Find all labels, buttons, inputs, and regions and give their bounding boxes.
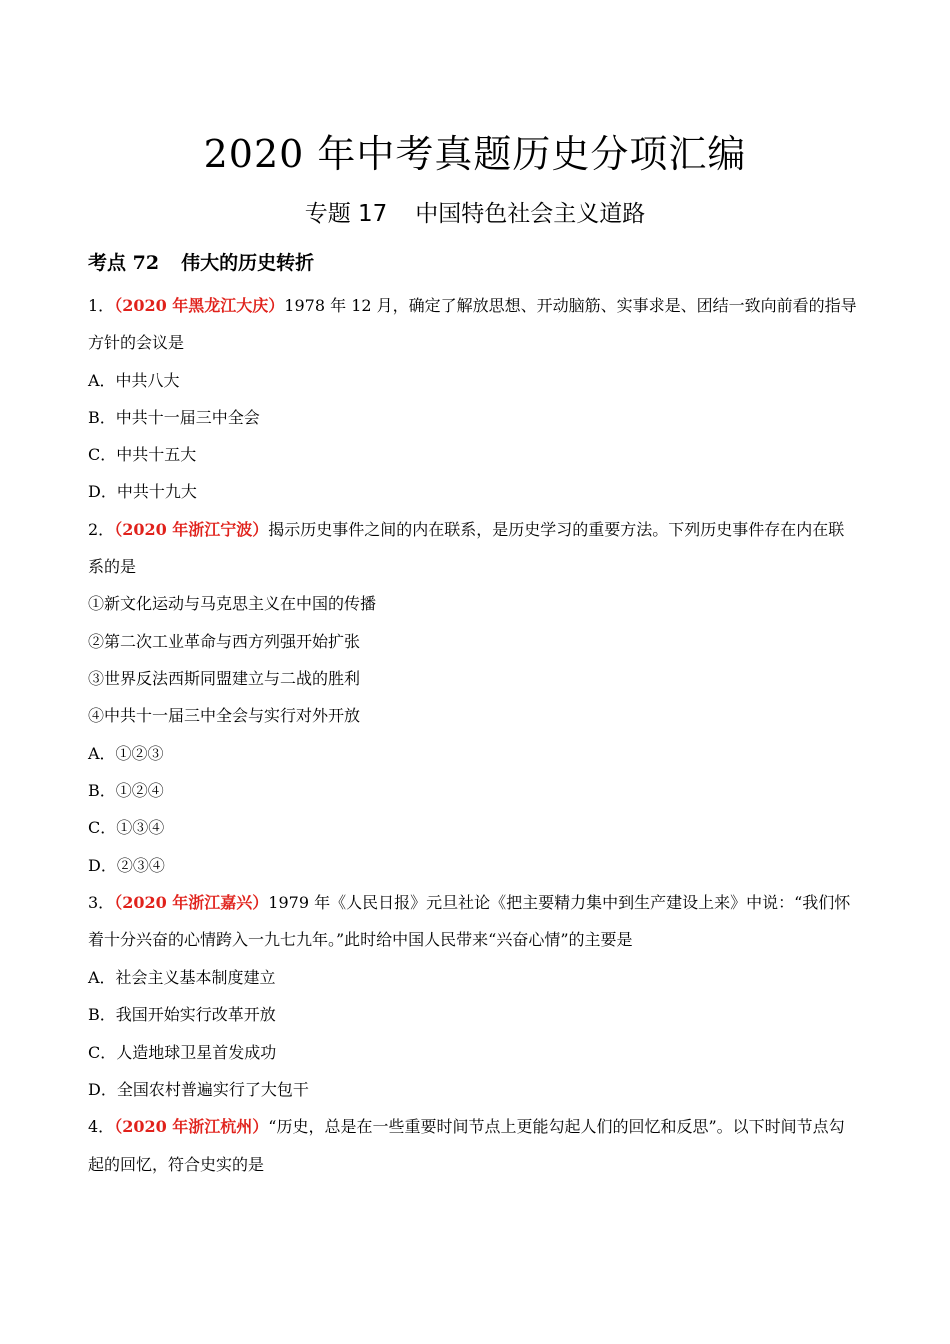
question-3-stem-cont: 着十分兴奋的心情跨入一九七九年。”此时给中国人民带来“兴奋心情”的主要是 <box>88 930 633 949</box>
subtitle-topic: 专题 17 <box>304 201 388 227</box>
question-2-item-1: ①新文化运动与马克思主义在中国的传播 <box>88 594 377 613</box>
question-text: 1979 年《人民日报》元旦社论《把主要精力集中到生产建设上来》中说：“我们怀 <box>268 893 851 912</box>
question-4-stem <box>88 1115 868 1139</box>
question-3-stem <box>88 891 868 915</box>
question-1-stem-cont: 方针的会议是 <box>88 333 185 352</box>
question-2-item-2: ②第二次工业革命与西方列强开始扩张 <box>88 632 361 651</box>
question-3-option-d: D．全国农村普遍实行了大包干 <box>88 1080 309 1099</box>
section-name: 伟大的历史转折 <box>181 252 315 274</box>
section-label: 考点 72 <box>88 252 160 274</box>
question-source: （2020 年浙江宁波） <box>114 520 269 539</box>
question-2-option-d: D．②③④ <box>88 856 165 875</box>
question-2-item-4: ④中共十一届三中全会与实行对外开放 <box>88 706 361 725</box>
question-3-option-a: A．社会主义基本制度建立 <box>88 968 276 987</box>
question-1-option-b: B．中共十一届三中全会 <box>88 408 260 427</box>
question-1-stem <box>88 294 868 318</box>
question-text: 1978 年 12 月，确定了解放思想、开动脑筋、实事求是、团结一致向前看的指导 <box>284 296 857 315</box>
question-source: （2020 年浙江杭州） <box>114 1117 269 1136</box>
question-source: （2020 年浙江嘉兴） <box>114 893 269 912</box>
question-source: （2020 年黑龙江大庆） <box>114 296 285 315</box>
question-2-option-a: A．①②③ <box>88 744 164 763</box>
question-3-option-b: B．我国开始实行改革开放 <box>88 1005 276 1024</box>
question-2-stem <box>88 518 868 542</box>
question-number: 3． <box>88 893 115 912</box>
question-2-option-c: C．①③④ <box>88 818 165 837</box>
subtitle <box>0 196 950 232</box>
question-text: 揭示历史事件之间的内在联系，是历史学习的重要方法。下列历史事件存在内在联 <box>268 520 845 539</box>
question-1-option-a: A．中共八大 <box>88 371 180 390</box>
question-1-option-c: C．中共十五大 <box>88 445 197 464</box>
section-heading <box>88 247 314 279</box>
question-text: “历史，总是在一些重要时间节点上更能勾起人们的回忆和反思”。以下时间节点勾 <box>268 1117 845 1136</box>
page-title: 2020 年中考真题历史分项汇编 <box>203 132 747 176</box>
question-2-item-3: ③世界反法西斯同盟建立与二战的胜利 <box>88 669 361 688</box>
question-2-stem-cont: 系的是 <box>88 557 137 576</box>
question-number: 2． <box>88 520 115 539</box>
question-2-option-b: B．①②④ <box>88 781 164 800</box>
question-3-option-c: C．人造地球卫星首发成功 <box>88 1043 277 1062</box>
question-1-option-d: D．中共十九大 <box>88 482 197 501</box>
question-4-stem-cont: 起的回忆，符合史实的是 <box>88 1155 265 1174</box>
subtitle-name: 中国特色社会主义道路 <box>415 201 646 227</box>
question-number: 4． <box>88 1117 115 1136</box>
question-number: 1． <box>88 296 115 315</box>
